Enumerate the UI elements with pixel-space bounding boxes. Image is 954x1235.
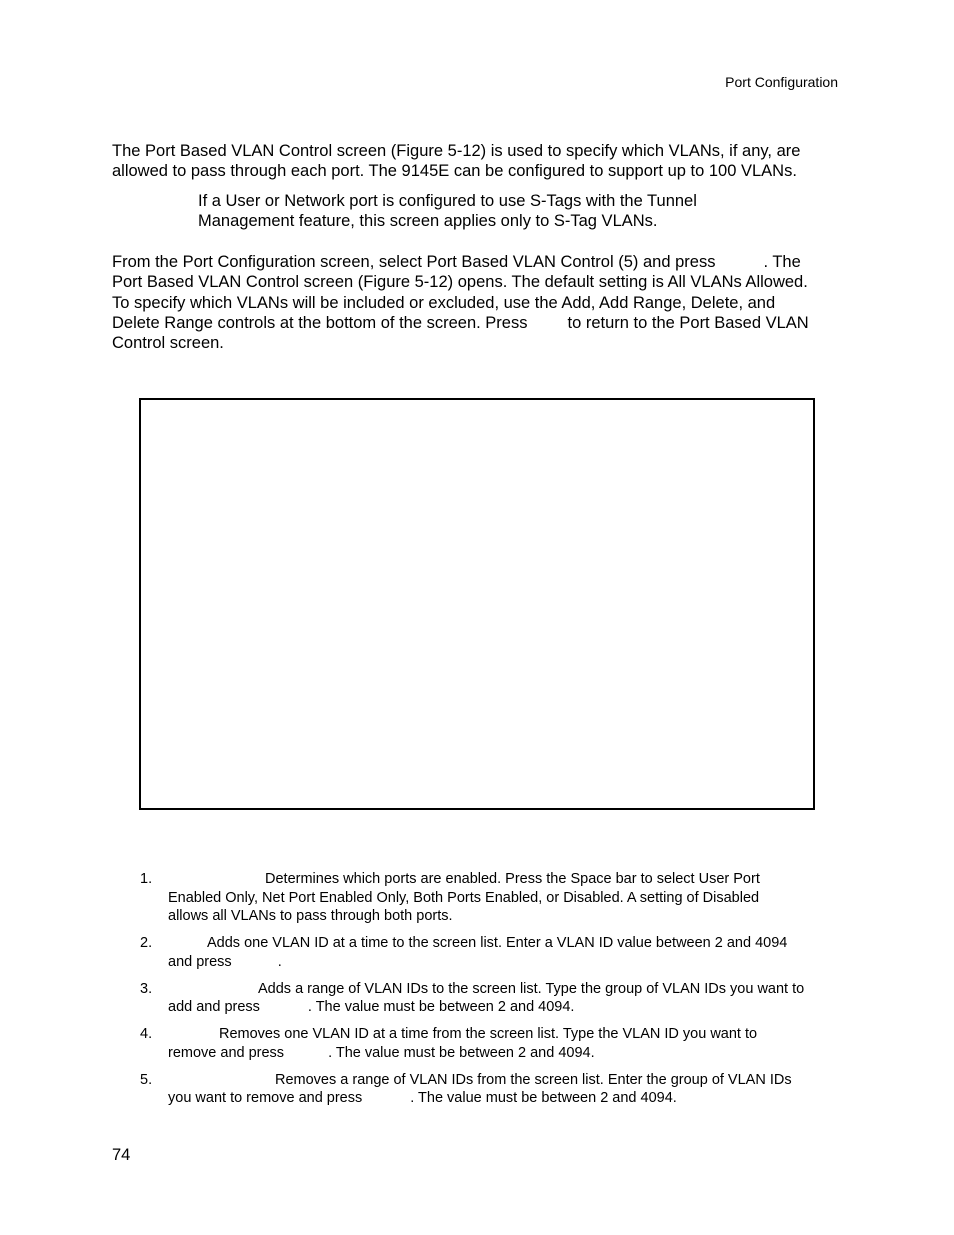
list-item xyxy=(140,870,840,926)
procedure-line xyxy=(112,252,844,272)
intro-paragraph xyxy=(112,141,844,182)
list-item-number: 5. xyxy=(140,1071,153,1088)
list-item-line xyxy=(168,934,840,953)
list-item-text: Removes a range of VLAN IDs from the screen list. Enter the group of VLAN IDs xyxy=(275,1071,792,1088)
running-header: Port Configuration xyxy=(725,74,838,90)
list-item-number: 1. xyxy=(140,871,153,887)
list-item-text: . xyxy=(277,953,282,970)
list-item-line xyxy=(168,980,840,999)
list-item xyxy=(140,1071,840,1108)
list-item-line xyxy=(168,1044,840,1063)
list-item-text: Adds a range of VLAN IDs to the screen list. Type the group of VLAN IDs you want to xyxy=(258,980,805,997)
list-item-text: remove and press xyxy=(168,1044,285,1061)
list-item-line xyxy=(168,1089,840,1108)
list-item-text: Determines which ports are enabled. Press the Space bar to select User Port xyxy=(265,871,760,887)
list-item-line: Enabled Only, Net Port Enabled Only, Both Ports Enabled, or Disabled. A setting of Disabled xyxy=(168,889,760,906)
list-item-text: add and press xyxy=(168,999,260,1015)
list-item xyxy=(140,980,840,1017)
list-item-line xyxy=(168,953,840,972)
procedure-text: . The xyxy=(763,253,801,271)
list-item xyxy=(140,1025,840,1062)
list-item-number: 2. xyxy=(140,935,153,951)
list-item-text: . The value must be between 2 and 4094. xyxy=(328,1044,595,1061)
list-item-line: allows all VLANs to pass through both ports. xyxy=(168,908,453,924)
field-description-list xyxy=(140,870,840,1116)
list-item-number: 4. xyxy=(140,1026,153,1042)
note-line: If a User or Network port is configured to use S-Tags with the Tunnel xyxy=(198,192,697,210)
page-number: 74 xyxy=(112,1146,131,1164)
list-item-line xyxy=(168,998,840,1017)
procedure-text: From the Port Configuration screen, select Port Based VLAN Control (5) and press xyxy=(112,253,716,271)
list-item xyxy=(140,934,840,971)
note-line: Management feature, this screen applies only to S-Tag VLANs. xyxy=(198,212,658,231)
intro-line: The Port Based VLAN Control screen (Figure 5-12) is used to specify which VLANs, if any, are xyxy=(112,142,801,160)
list-item-text: you want to remove and press xyxy=(168,1090,363,1106)
procedure-text: Delete Range controls at the bottom of the screen. Press xyxy=(112,313,528,332)
list-item-text: . The value must be between 2 and 4094. xyxy=(410,1090,677,1106)
list-item-text: . The value must be between 2 and 4094. xyxy=(307,999,575,1015)
procedure-line: Control screen. xyxy=(112,334,224,353)
procedure-paragraph xyxy=(112,252,844,353)
list-item-line xyxy=(168,1025,840,1044)
list-item-text: and press xyxy=(168,953,232,970)
procedure-line: Port Based VLAN Control screen (Figure 5-12) opens. The default setting is All VLANs Allowed. xyxy=(112,273,808,292)
note-paragraph xyxy=(198,191,758,232)
intro-line: allowed to pass through each port. The 9145E can be configured to support up to 100 VLANs. xyxy=(112,162,797,181)
list-item-line xyxy=(168,1071,840,1090)
list-item-number: 3. xyxy=(140,980,153,997)
list-item-text: Adds one VLAN ID at a time to the screen list. Enter a VLAN ID value between 2 and 4094 xyxy=(207,935,788,951)
list-item-text: Removes one VLAN ID at a time from the screen list. Type the VLAN ID you want to xyxy=(219,1026,758,1042)
procedure-line xyxy=(112,313,844,333)
procedure-line: To specify which VLANs will be included or excluded, use the Add, Add Range, Delete, and xyxy=(112,293,776,312)
figure-placeholder-box xyxy=(139,398,815,810)
list-item-line xyxy=(168,870,840,889)
procedure-text: to return to the Port Based VLAN xyxy=(567,313,809,332)
